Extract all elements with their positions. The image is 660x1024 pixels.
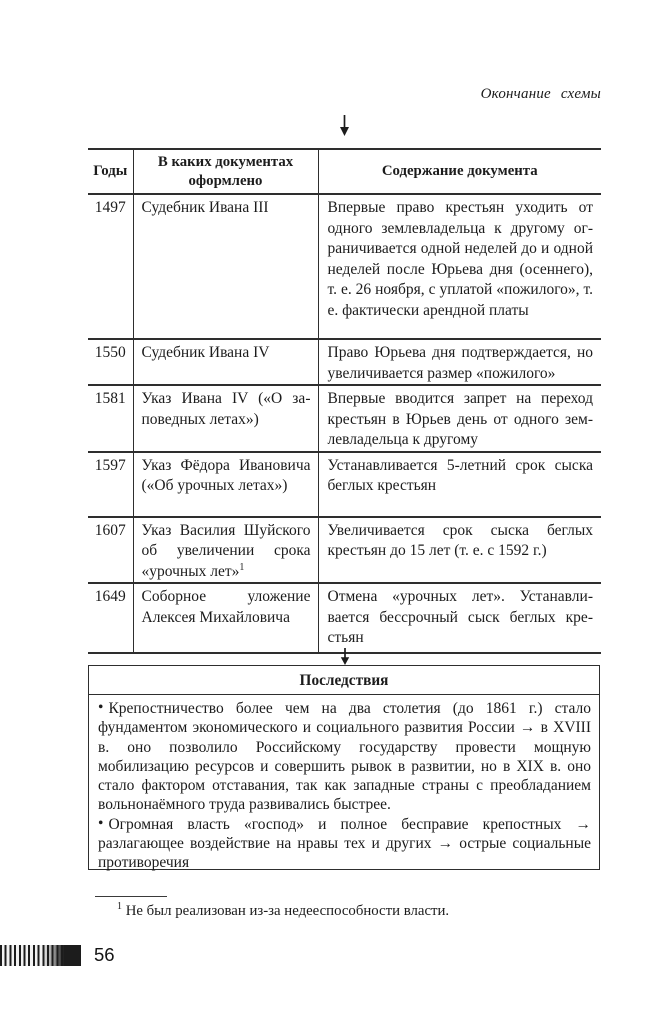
flow-arrow-top <box>88 115 601 136</box>
table-row <box>88 339 601 385</box>
document-text: Указ Василия Шуйского об увеличении срока «урочных лет» <box>141 521 311 580</box>
footnote-marker: 1 <box>117 901 122 913</box>
consequence-text: Крепостничество более чем на два столетия (до 1861 г.) стало фундаментом экономического и социального развития России → в XVIII в. оно позволило Российскому государству провести мощную мобилизацию ресурсов и совершить рывок в развитии, но в XIX в. оно стало фактором отставания, так как западные страны с преобладанием вольнонаёмного труда развивались быстрее. <box>98 700 591 814</box>
content-cell: Право Юрьева дня подтверждается, но увеличивается размер «пожилого» <box>318 339 601 385</box>
consequences-title: Последствия <box>89 666 599 695</box>
documents-table <box>88 148 601 654</box>
consequence-item <box>98 815 591 873</box>
table-row <box>88 385 601 452</box>
document-cell: Судебник Ивана III <box>133 194 318 339</box>
table-header-row <box>88 149 601 194</box>
table-row <box>88 583 601 653</box>
document-cell: Указ Фёдора Ивановича («Об урочных летах») <box>133 452 318 517</box>
page-edge-barcode <box>0 945 81 966</box>
year-cell: 1597 <box>88 452 133 517</box>
content-cell: Впервые право крестьян уходить от одного землевладельца к другому ограничивается одной неделей до и одной неделей после Юрьева дня (осеннего), т. е. 26 ноября, с уплатой «пожилого», т. е. фактически арендной платы <box>318 194 601 339</box>
page-number: 56 <box>94 944 115 965</box>
year-cell: 1550 <box>88 339 133 385</box>
header-years: Годы <box>88 149 133 194</box>
document-cell <box>133 517 318 584</box>
down-arrow-icon <box>337 115 352 136</box>
footnote-text: Не был реализован из-за недееспособности власти. <box>125 903 450 919</box>
content-cell: Отмена «урочных лет». Устанавливается бессрочный сыск беглых крестьян <box>318 583 601 653</box>
header-content: Содержание документа <box>318 149 601 194</box>
footnote-marker-sup: 1 <box>239 561 245 573</box>
consequences-body <box>89 695 599 873</box>
footnote-rule <box>95 896 167 897</box>
consequences-box <box>88 665 600 870</box>
content-cell: Устанавливается 5-летний срок сыска беглых крестьян <box>318 452 601 517</box>
bullet-icon: • <box>98 814 104 832</box>
scheme-continuation-note: Окончание схемы <box>480 86 601 102</box>
content-cell: Увеличивается срок сыска беглых крестьян до 15 лет (т. е. с 1592 г.) <box>318 517 601 584</box>
flow-arrow-middle <box>88 648 601 665</box>
table-row <box>88 517 601 584</box>
header-documents: В каких документах оформлено <box>133 149 318 194</box>
year-cell: 1497 <box>88 194 133 339</box>
consequence-item <box>98 699 591 815</box>
content-cell: Впервые вводится запрет на переход крестьян в Юрьев день от одного землевладельца к другому <box>318 385 601 452</box>
bullet-icon: • <box>98 699 104 716</box>
year-cell: 1607 <box>88 517 133 584</box>
down-arrow-icon <box>338 648 352 665</box>
document-cell: Соборное уложение Алексея Михайловича <box>133 583 318 653</box>
table-row <box>88 194 601 339</box>
consequence-text: Огромная власть «господ» и полное бесправие крепостных → разлагающее воздействие на нравы тех и других → острые социальные противоречия <box>98 815 591 872</box>
document-cell: Судебник Ивана IV <box>133 339 318 385</box>
document-cell: Указ Ивана IV («О заповедных летах») <box>133 385 318 452</box>
footnote <box>88 902 601 921</box>
year-cell: 1649 <box>88 583 133 653</box>
table-row <box>88 452 601 517</box>
year-cell: 1581 <box>88 385 133 452</box>
